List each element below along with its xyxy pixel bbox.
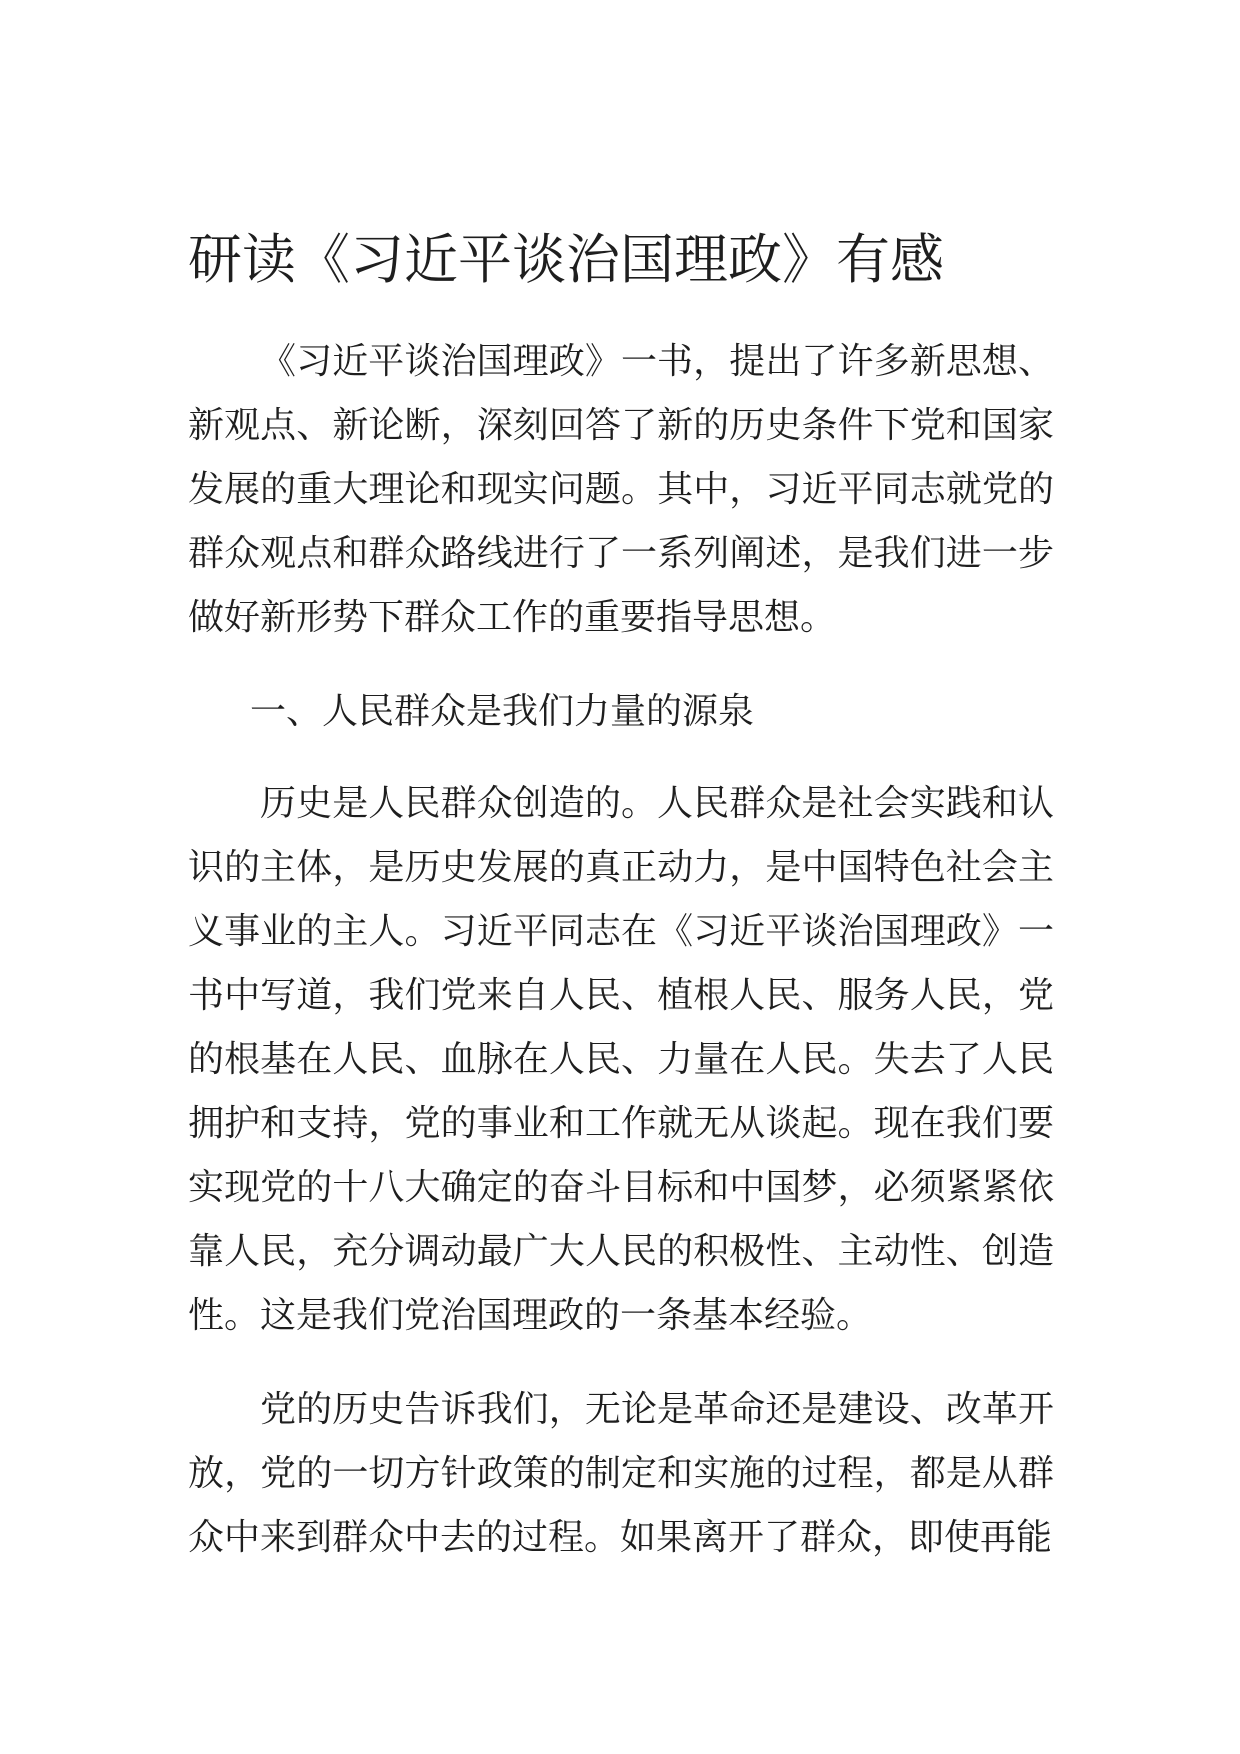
body-paragraph-2: 党的历史告诉我们，无论是革命还是建设、改革开放，党的一切方针政策的制定和实施的过程，都是从群众中来到群众中去的过程。如果离开了群众，即使再能 <box>188 1389 1054 1558</box>
document-title: 研读《习近平谈治国理政》有感 <box>188 228 944 291</box>
section-heading: 一、人民群众是我们力量的源泉 <box>250 691 755 732</box>
intro-paragraph: 《习近平谈治国理政》一书，提出了许多新思想、新观点、新论断，深刻回答了新的历史条件下党和国家发展的重大理论和现实问题。其中，习近平同志就党的群众观点和群众路线进行了一系列阐述，是我们进一步做好新形势下群众工作的重要指导思想。 <box>188 341 1054 638</box>
body-paragraph-1: 历史是人民群众创造的。人民群众是社会实践和认识的主体，是历史发展的真正动力，是中国特色社会主义事业的主人。习近平同志在《习近平谈治国理政》一书中写道，我们党来自人民、植根人民、服务人民，党的根基在人民、血脉在人民、力量在人民。失去了人民拥护和支持，党的事业和工作就无从谈起。现在我们要实现党的十八大确定的奋斗目标和中国梦，必须紧紧依靠人民，充分调动最广大人民的积极性、主动性、创造性。这是我们党治国理政的一条基本经验。 <box>188 783 1054 1336</box>
